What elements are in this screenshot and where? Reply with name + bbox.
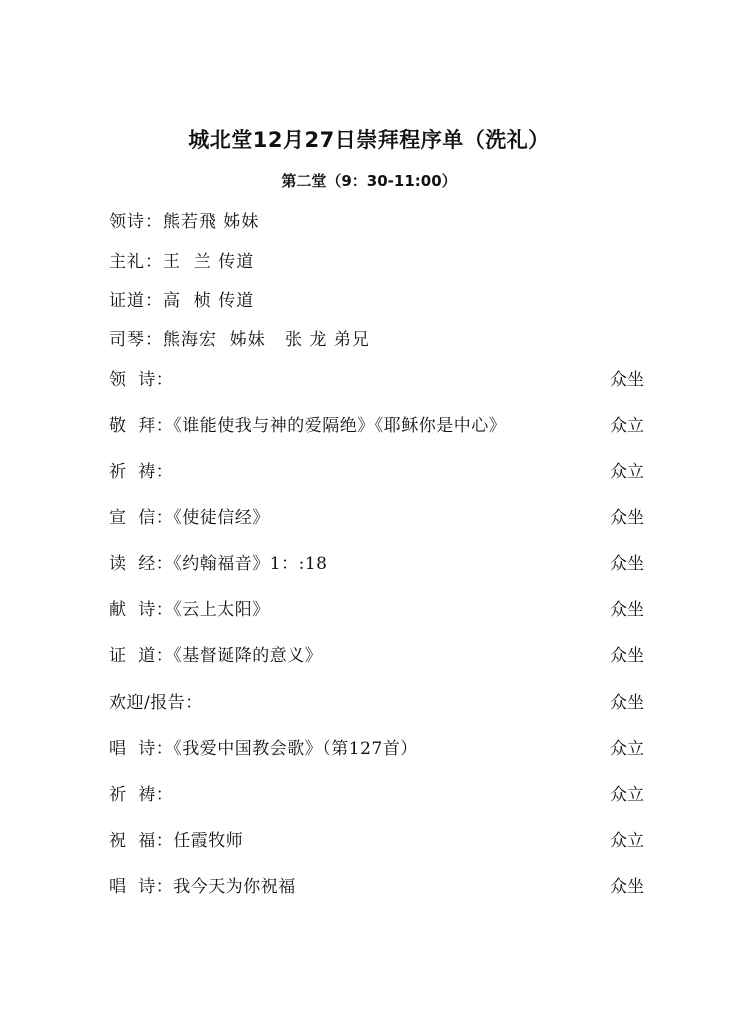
program-row	[109, 872, 644, 898]
program-row	[109, 595, 644, 621]
program-posture: 众立	[610, 739, 644, 759]
program-item: 祈 祷：	[109, 462, 174, 482]
program-posture: 众坐	[610, 693, 644, 713]
program-row	[109, 826, 644, 852]
program-row	[109, 688, 644, 714]
program-row	[109, 734, 644, 760]
program-posture: 众立	[610, 416, 644, 436]
program-row	[109, 365, 644, 391]
page-title: 城北堂12月27日崇拜程序单（洗礼）	[188, 128, 550, 152]
program-row	[109, 549, 644, 575]
program-row	[109, 457, 644, 483]
program-item: 唱 诗：我今天为你祝福	[109, 877, 296, 897]
program-row	[109, 641, 644, 667]
program-posture: 众立	[610, 462, 644, 482]
staff-worship-leader: 领诗：熊若飛 姊妹	[109, 212, 260, 232]
program-item: 唱 诗：《我爱中国教会歌》（第127首）	[109, 739, 418, 759]
program-item: 领 诗：	[109, 370, 174, 390]
program-row	[109, 503, 644, 529]
service-subtitle: 第二堂（9：30-11:00）	[281, 172, 457, 190]
program-row	[109, 780, 644, 806]
program-posture: 众坐	[610, 370, 644, 390]
staff-presider: 主礼：王 兰 传道	[109, 252, 255, 272]
program-row	[109, 411, 644, 437]
staff-preacher: 证道：高 桢 传道	[109, 291, 255, 311]
program-item: 读 经：《约翰福音》1：:18	[109, 554, 328, 574]
program-posture: 众坐	[610, 877, 644, 897]
program-item: 祈 祷：	[109, 785, 174, 805]
program-posture: 众立	[610, 831, 644, 851]
program-item: 欢迎/报告：	[109, 693, 203, 713]
program-posture: 众立	[610, 785, 644, 805]
staff-pianist: 司琴：熊海宏 姊妹 张 龙 弟兄	[109, 330, 370, 350]
program-posture: 众坐	[610, 508, 644, 528]
program-posture: 众坐	[610, 646, 644, 666]
program-item: 献 诗：《云上太阳》	[109, 600, 270, 620]
program-item: 敬 拜：《谁能使我与神的爱隔绝》《耶稣你是中心》	[109, 416, 507, 436]
program-item: 证 道：《基督诞降的意义》	[109, 646, 323, 666]
program-posture: 众坐	[610, 554, 644, 574]
program-posture: 众坐	[610, 600, 644, 620]
program-item: 祝 福：任霞牧师	[109, 831, 244, 851]
program-item: 宣 信：《使徒信经》	[109, 508, 270, 528]
